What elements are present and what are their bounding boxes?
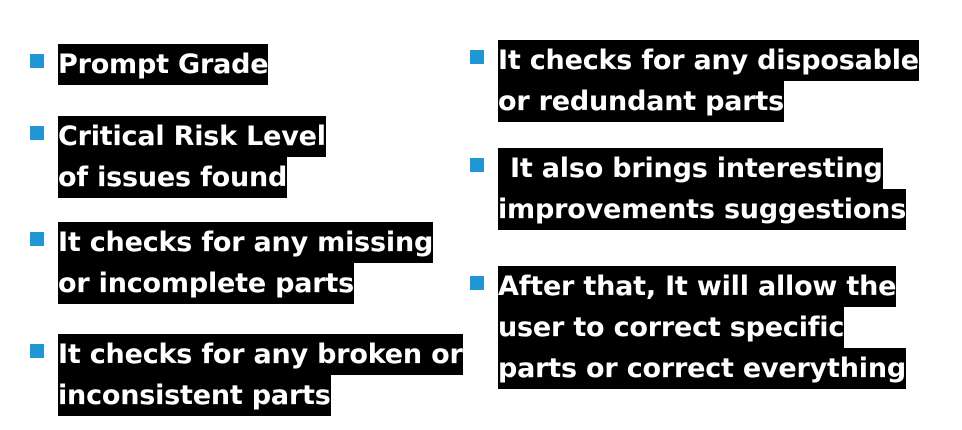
bullet-line: user to correct specific xyxy=(498,307,844,348)
list-item xyxy=(470,40,919,122)
bullet-line: inconsistent parts xyxy=(58,375,331,416)
square-bullet-icon xyxy=(30,54,44,68)
square-bullet-icon xyxy=(30,126,44,140)
square-bullet-icon xyxy=(470,276,484,290)
bullet-line: improvements suggestions xyxy=(498,189,906,230)
bullet-line: Critical Risk Level xyxy=(58,116,326,157)
bullet-line: After that, It will allow the xyxy=(498,266,896,307)
bullet-text xyxy=(58,334,463,416)
right-column xyxy=(470,0,920,430)
bullet-text xyxy=(58,116,326,198)
list-item xyxy=(30,116,460,198)
bullet-line: Prompt Grade xyxy=(58,44,268,85)
bullet-line: or incomplete parts xyxy=(58,263,354,304)
square-bullet-icon xyxy=(30,344,44,358)
bullet-text xyxy=(498,40,919,122)
list-item xyxy=(30,222,460,304)
bullet-line: parts or correct everything xyxy=(498,348,906,389)
bullet-line: It checks for any disposable xyxy=(498,40,919,81)
square-bullet-icon xyxy=(470,158,484,172)
list-item xyxy=(470,266,906,389)
square-bullet-icon xyxy=(470,50,484,64)
bullet-line: It checks for any broken or xyxy=(58,334,463,375)
bullet-line: It also brings interesting xyxy=(498,148,883,189)
bullet-line: It checks for any missing xyxy=(58,222,433,263)
bullet-text xyxy=(58,222,433,304)
bullet-line: of issues found xyxy=(58,157,287,198)
bullet-line: or redundant parts xyxy=(498,81,784,122)
square-bullet-icon xyxy=(30,232,44,246)
left-column xyxy=(30,0,480,430)
list-item xyxy=(470,148,907,230)
bullet-text xyxy=(58,44,268,85)
list-item xyxy=(30,44,460,85)
bullet-text xyxy=(498,266,906,389)
bullet-text xyxy=(498,148,906,230)
list-item xyxy=(30,334,463,416)
